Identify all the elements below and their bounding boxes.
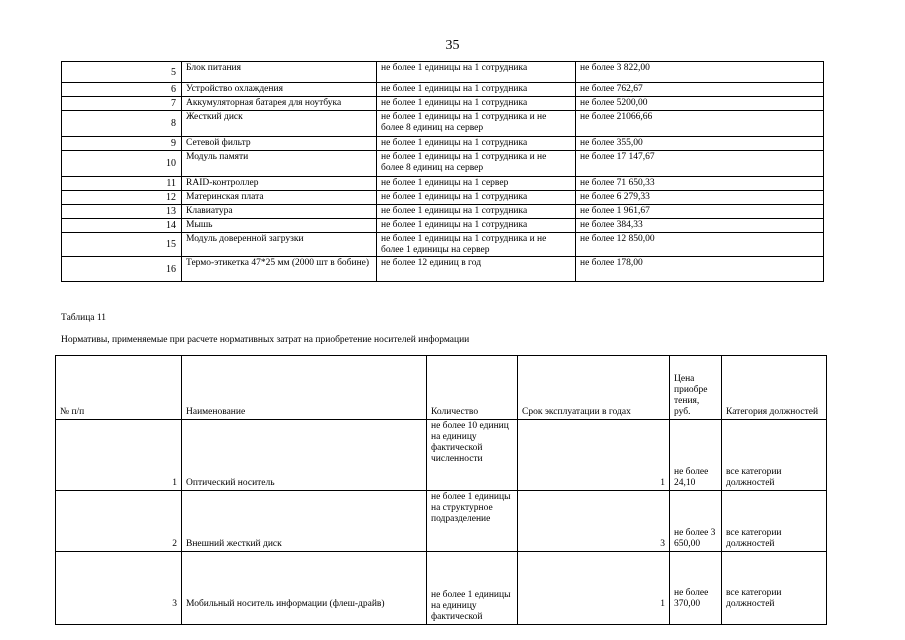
row-qty: не более 1 единицы на 1 сотрудника: [377, 97, 576, 111]
row-qty: не более 1 единицы на 1 сотрудника: [377, 137, 576, 151]
row-name: Клавиатура: [182, 205, 377, 219]
page-number: 35: [445, 38, 460, 53]
header-name: Наименование: [182, 356, 427, 420]
row-num: 10: [62, 151, 182, 177]
equipment-table: [61, 61, 824, 282]
row-num: 8: [62, 111, 182, 137]
table-row: [62, 233, 824, 257]
row-category: все категории должностей: [722, 552, 827, 625]
row-num: 12: [62, 191, 182, 205]
row-num: 15: [62, 233, 182, 257]
row-num: 2: [56, 491, 182, 552]
row-qty: не более 1 единицы на 1 сотрудника и не более 8 единиц на сервер: [377, 111, 576, 137]
header-category: Категория должностей: [722, 356, 827, 420]
table-row: [62, 177, 824, 191]
row-name: Модуль памяти: [182, 151, 377, 177]
row-term: 1: [518, 420, 670, 491]
row-name: Мышь: [182, 219, 377, 233]
row-num: 7: [62, 97, 182, 111]
header-price: Цена приобре тения, руб.: [670, 356, 722, 420]
row-name: Сетевой фильтр: [182, 137, 377, 151]
row-price: не более 6 279,33: [576, 191, 824, 205]
row-name: Жесткий диск: [182, 111, 377, 137]
header-term: Срок эксплуатации в годах: [518, 356, 670, 420]
row-num: 11: [62, 177, 182, 191]
table-label: Таблица 11: [61, 313, 107, 323]
row-price: не более 178,00: [576, 257, 824, 282]
row-num: 3: [56, 552, 182, 625]
row-price: не более 370,00: [670, 552, 722, 625]
table-row: [62, 205, 824, 219]
table-row: [62, 62, 824, 83]
row-name: Оптический носитель: [182, 420, 427, 491]
row-price: не более 3 650,00: [670, 491, 722, 552]
table-row: [56, 552, 827, 625]
table-row: [62, 97, 824, 111]
row-qty: не более 10 единиц на единицу фактической численности: [427, 420, 518, 491]
row-term: 1: [518, 552, 670, 625]
media-norms-table: [55, 355, 827, 625]
row-name: Внешний жесткий диск: [182, 491, 427, 552]
row-name: Устройство охлаждения: [182, 83, 377, 97]
row-price: не более 12 850,00: [576, 233, 824, 257]
row-name: Модуль доверенной загрузки: [182, 233, 377, 257]
row-num: 5: [62, 62, 182, 83]
row-price: не более 3 822,00: [576, 62, 824, 83]
header-qty: Количество: [427, 356, 518, 420]
row-name: Мобильный носитель информации (флеш-драйв): [182, 552, 427, 625]
row-price: не более 71 650,33: [576, 177, 824, 191]
table-row: [62, 83, 824, 97]
row-term: 3: [518, 491, 670, 552]
row-name: Аккумуляторная батарея для ноутбука: [182, 97, 377, 111]
table-row: [62, 137, 824, 151]
row-qty: не более 1 единицы на 1 сервер: [377, 177, 576, 191]
row-price: не более 5200,00: [576, 97, 824, 111]
row-name: RAID-контроллер: [182, 177, 377, 191]
row-qty: не более 1 единицы на структурное подразделение: [427, 491, 518, 552]
row-num: 14: [62, 219, 182, 233]
row-price: не более 1 961,67: [576, 205, 824, 219]
table-row: [62, 257, 824, 282]
row-qty: не более 1 единицы на 1 сотрудника: [377, 62, 576, 83]
table-caption: Нормативы, применяемые при расчете нормативных затрат на приобретение носителей информации: [61, 335, 470, 345]
row-price: не более 355,00: [576, 137, 824, 151]
row-qty: не более 12 единиц в год: [377, 257, 576, 282]
row-name: Материнская плата: [182, 191, 377, 205]
row-num: 1: [56, 420, 182, 491]
table-row: [62, 219, 824, 233]
row-price: не более 384,33: [576, 219, 824, 233]
row-num: 16: [62, 257, 182, 282]
row-num: 6: [62, 83, 182, 97]
table-row: [56, 491, 827, 552]
row-num: 13: [62, 205, 182, 219]
row-num: 9: [62, 137, 182, 151]
row-qty: не более 1 единицы на 1 сотрудника: [377, 219, 576, 233]
row-category: все категории должностей: [722, 420, 827, 491]
row-qty: не более 1 единицы на единицу фактической: [427, 552, 518, 625]
row-qty: не более 1 единицы на 1 сотрудника: [377, 83, 576, 97]
row-price: не более 762,67: [576, 83, 824, 97]
row-qty: не более 1 единицы на 1 сотрудника: [377, 191, 576, 205]
row-name: Термо-этикетка 47*25 мм (2000 шт в бобине): [182, 257, 377, 282]
row-qty: не более 1 единицы на 1 сотрудника и не более 1 единицы на сервер: [377, 233, 576, 257]
row-name: Блок питания: [182, 62, 377, 83]
row-price: не более 17 147,67: [576, 151, 824, 177]
row-qty: не более 1 единицы на 1 сотрудника и не более 8 единиц на сервер: [377, 151, 576, 177]
table-row: [62, 111, 824, 137]
table-row: [62, 191, 824, 205]
row-price: не более 24,10: [670, 420, 722, 491]
table-row: [56, 420, 827, 491]
table-row: [62, 151, 824, 177]
header-num: № п/п: [56, 356, 182, 420]
row-price: не более 21066,66: [576, 111, 824, 137]
row-category: все категории должностей: [722, 491, 827, 552]
row-qty: не более 1 единицы на 1 сотрудника: [377, 205, 576, 219]
table-header-row: [56, 356, 827, 420]
